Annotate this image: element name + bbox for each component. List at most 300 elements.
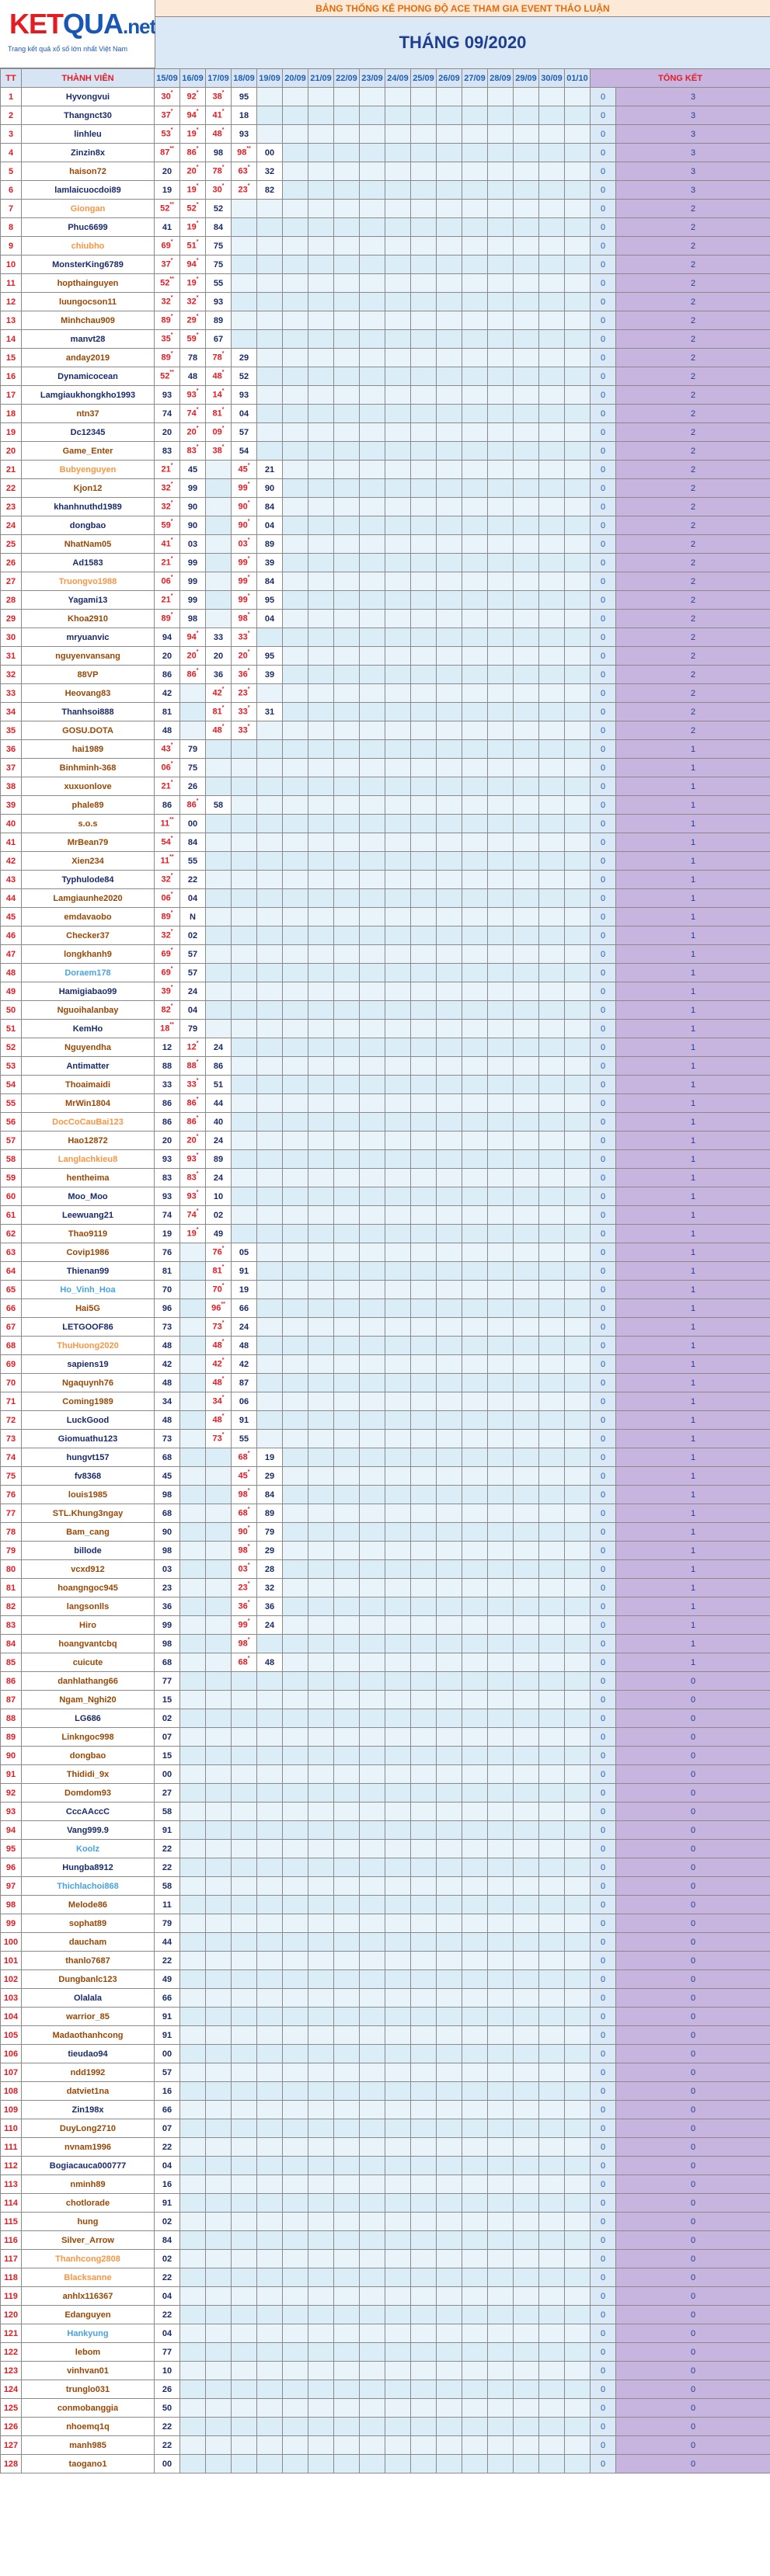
member-name[interactable]: manh985: [22, 2436, 155, 2455]
total-secondary: 0: [591, 1467, 616, 1486]
member-name[interactable]: Hamigiabao99: [22, 982, 155, 1001]
day-cell-empty: [462, 2268, 488, 2287]
day-cell-empty: [334, 2380, 360, 2399]
day-cell-empty: [232, 740, 257, 759]
member-name[interactable]: Ho_Vinh_Hoa: [22, 1281, 155, 1299]
day-cell-empty: [488, 1430, 514, 1448]
row-number: 111: [1, 2138, 22, 2157]
member-name[interactable]: Kjon12: [22, 479, 155, 498]
day-cell-empty: [488, 1672, 514, 1691]
total-count: 0: [616, 2324, 770, 2343]
day-cell-empty: [539, 1560, 565, 1579]
member-name[interactable]: vcxd912: [22, 1560, 155, 1579]
member-name[interactable]: taogano1: [22, 2455, 155, 2473]
day-cell-empty: [283, 926, 308, 945]
hit-marker: *: [247, 1451, 250, 1457]
member-name[interactable]: conmobanggia: [22, 2399, 155, 2418]
member-name[interactable]: Checker37: [22, 926, 155, 945]
member-name[interactable]: lamlaicuocdoi89: [22, 181, 155, 200]
member-name[interactable]: longkhanh9: [22, 945, 155, 964]
day-cell-empty: [514, 2436, 539, 2455]
day-cell-empty: [565, 1001, 591, 1020]
member-name[interactable]: xuxuonlove: [22, 777, 155, 796]
day-cell-empty: [283, 1467, 308, 1486]
day-cell-empty: [462, 1150, 488, 1169]
pick-number: 36: [238, 669, 248, 680]
member-name[interactable]: Hyvongvui: [22, 88, 155, 106]
member-name[interactable]: Hankyung: [22, 2324, 155, 2343]
member-name[interactable]: Antimatter: [22, 1057, 155, 1076]
pick-number: 43: [161, 744, 171, 754]
row-number: 30: [1, 628, 22, 647]
day-cell-empty: [565, 2380, 591, 2399]
member-name[interactable]: vinhvan01: [22, 2362, 155, 2380]
day-cell: [180, 1225, 206, 1243]
member-name[interactable]: DocCoCauBai123: [22, 1113, 155, 1132]
day-cell-empty: [206, 1523, 232, 1542]
member-name[interactable]: Thao9119: [22, 1225, 155, 1243]
day-cell: [155, 479, 180, 498]
pick-number: 99: [187, 576, 198, 586]
day-cell-empty: [437, 1430, 462, 1448]
table-row: [1, 88, 770, 106]
member-name[interactable]: nminh89: [22, 2175, 155, 2194]
hit-marker: *: [221, 444, 225, 450]
hit-marker: *: [196, 1208, 199, 1215]
day-cell: [257, 1523, 283, 1542]
pick-number: 54: [239, 446, 249, 456]
day-cell-empty: [565, 256, 591, 274]
day-cell-empty: [514, 106, 539, 125]
member-name[interactable]: sophat89: [22, 1914, 155, 1933]
day-cell: [206, 1262, 232, 1281]
day-cell-empty: [565, 1206, 591, 1225]
member-name[interactable]: Hai5G: [22, 1299, 155, 1318]
day-cell-empty: [539, 871, 565, 889]
day-cell-empty: [539, 1896, 565, 1914]
member-name[interactable]: Olalala: [22, 1989, 155, 2008]
day-cell-empty: [514, 349, 539, 367]
day-cell-empty: [411, 1747, 437, 1765]
member-name[interactable]: Yagami13: [22, 591, 155, 610]
day-cell-empty: [385, 1728, 411, 1747]
member-name[interactable]: haison72: [22, 162, 155, 181]
member-name[interactable]: Silver_Arrow: [22, 2231, 155, 2250]
member-name[interactable]: emdavaobo: [22, 908, 155, 926]
day-cell-empty: [257, 1206, 283, 1225]
member-name[interactable]: phale89: [22, 796, 155, 815]
pick-number: 36: [264, 1601, 275, 1611]
day-cell-empty: [462, 1579, 488, 1597]
day-cell-empty: [206, 2008, 232, 2026]
member-name[interactable]: Zin198x: [22, 2101, 155, 2119]
member-name[interactable]: CccAAccC: [22, 1803, 155, 1821]
site-logo[interactable]: [0, 0, 155, 68]
member-name[interactable]: thanlo7687: [22, 1952, 155, 1970]
day-cell-empty: [462, 1113, 488, 1132]
day-cell-empty: [283, 2063, 308, 2082]
day-cell-empty: [283, 964, 308, 982]
total-count: 2: [616, 367, 770, 386]
day-cell: [155, 2008, 180, 2026]
pick-number: 48: [212, 129, 222, 139]
day-cell: [155, 200, 180, 218]
member-name[interactable]: lebom: [22, 2343, 155, 2362]
day-cell-empty: [539, 1709, 565, 1728]
member-name[interactable]: Ngam_Nghi20: [22, 1691, 155, 1709]
row-number: 59: [1, 1169, 22, 1187]
member-name[interactable]: billode: [22, 1542, 155, 1560]
total-secondary: 0: [591, 2082, 616, 2101]
total-count: 1: [616, 1094, 770, 1113]
member-name[interactable]: MrBean79: [22, 833, 155, 852]
col-header-total: TỔNG KẾT: [591, 69, 770, 88]
day-cell-empty: [488, 2194, 514, 2213]
member-name[interactable]: hentheima: [22, 1169, 155, 1187]
day-cell-empty: [514, 945, 539, 964]
row-number: 41: [1, 833, 22, 852]
day-cell-empty: [283, 2194, 308, 2213]
day-cell-empty: [385, 1523, 411, 1542]
pick-number: 78: [212, 166, 222, 176]
day-cell: [155, 1691, 180, 1709]
row-number: 124: [1, 2380, 22, 2399]
member-name[interactable]: sapiens19: [22, 1355, 155, 1374]
member-name[interactable]: Covip1986: [22, 1243, 155, 1262]
day-cell-empty: [232, 1803, 257, 1821]
day-cell-empty: [180, 2306, 206, 2324]
day-cell-empty: [360, 1765, 385, 1784]
day-cell-empty: [514, 1169, 539, 1187]
day-cell-empty: [283, 1001, 308, 1020]
member-name[interactable]: Thanhsoi888: [22, 703, 155, 721]
hit-marker: *: [170, 127, 173, 134]
member-name[interactable]: Moo_Moo: [22, 1187, 155, 1206]
member-name[interactable]: Nguoihalanbay: [22, 1001, 155, 1020]
member-name[interactable]: Hungba8912: [22, 1858, 155, 1877]
day-cell: [257, 1616, 283, 1635]
day-cell-empty: [385, 1597, 411, 1616]
pick-number: 15: [162, 1695, 172, 1705]
day-cell-empty: [539, 2045, 565, 2063]
table-row: [1, 1486, 770, 1504]
member-name[interactable]: Koolz: [22, 1840, 155, 1858]
member-name[interactable]: nhoemq1q: [22, 2418, 155, 2436]
member-name[interactable]: 88VP: [22, 666, 155, 684]
day-cell-empty: [308, 1094, 334, 1113]
member-name[interactable]: langsonlls: [22, 1597, 155, 1616]
member-name[interactable]: Leewuang21: [22, 1206, 155, 1225]
member-name[interactable]: fv8368: [22, 1467, 155, 1486]
day-cell: [257, 1597, 283, 1616]
day-cell-empty: [488, 1560, 514, 1579]
member-name[interactable]: MrWin1804: [22, 1094, 155, 1113]
day-cell-empty: [283, 535, 308, 554]
day-cell-empty: [411, 591, 437, 610]
pick-number: 00: [162, 2459, 172, 2469]
day-cell-empty: [360, 1299, 385, 1318]
day-cell: [206, 796, 232, 815]
member-name[interactable]: Bogiacauca000777: [22, 2157, 155, 2175]
day-cell-empty: [334, 1542, 360, 1560]
member-name[interactable]: LETGOOF86: [22, 1318, 155, 1337]
day-cell-empty: [257, 1225, 283, 1243]
member-name[interactable]: louis1985: [22, 1486, 155, 1504]
member-name[interactable]: Ad1583: [22, 554, 155, 572]
table-row: [1, 2231, 770, 2250]
member-name[interactable]: Thienan99: [22, 1262, 155, 1281]
table-row: [1, 1747, 770, 1765]
member-name[interactable]: Blacksanne: [22, 2268, 155, 2287]
day-cell-empty: [206, 2362, 232, 2380]
member-name[interactable]: Xien234: [22, 852, 155, 871]
member-name[interactable]: Truongvo1988: [22, 572, 155, 591]
member-name[interactable]: anday2019: [22, 349, 155, 367]
day-cell-empty: [232, 256, 257, 274]
member-name[interactable]: DuyLong2710: [22, 2119, 155, 2138]
day-cell: [155, 1896, 180, 1914]
member-name[interactable]: Domdom93: [22, 1784, 155, 1803]
day-cell-empty: [539, 330, 565, 349]
day-cell-empty: [488, 740, 514, 759]
member-name[interactable]: GOSU.DOTA: [22, 721, 155, 740]
member-name[interactable]: Dungbanlc123: [22, 1970, 155, 1989]
day-cell-empty: [462, 1392, 488, 1411]
day-cell-empty: [488, 1076, 514, 1094]
member-name[interactable]: Edanguyen: [22, 2306, 155, 2324]
day-cell: [155, 1560, 180, 1579]
pick-number: 74: [162, 408, 172, 419]
member-name[interactable]: hoangvantcbq: [22, 1635, 155, 1653]
day-cell-empty: [539, 535, 565, 554]
day-cell-empty: [308, 1243, 334, 1262]
member-name[interactable]: Nguyendha: [22, 1038, 155, 1057]
day-cell-empty: [206, 759, 232, 777]
member-name[interactable]: Thichlachoi868: [22, 1877, 155, 1896]
day-cell-empty: [539, 1467, 565, 1486]
member-name[interactable]: luungocson11: [22, 293, 155, 311]
day-cell-empty: [257, 2306, 283, 2324]
col-header-day: 18/09: [232, 69, 257, 88]
pick-number: 04: [187, 1005, 198, 1015]
member-name[interactable]: Bam_cang: [22, 1523, 155, 1542]
member-name[interactable]: hopthainguyen: [22, 274, 155, 293]
member-name[interactable]: hai1989: [22, 740, 155, 759]
member-name[interactable]: Linkngoc998: [22, 1728, 155, 1747]
member-name[interactable]: trunglo031: [22, 2380, 155, 2399]
member-name[interactable]: tieudao94: [22, 2045, 155, 2063]
member-name[interactable]: MonsterKing6789: [22, 256, 155, 274]
member-name[interactable]: nvnam1996: [22, 2138, 155, 2157]
member-name[interactable]: hungvt157: [22, 1448, 155, 1467]
pick-number: 02: [162, 1713, 172, 1723]
member-name[interactable]: s.o.s: [22, 815, 155, 833]
total-secondary: 0: [591, 2063, 616, 2082]
member-name[interactable]: LG686: [22, 1709, 155, 1728]
day-cell-empty: [565, 535, 591, 554]
member-name[interactable]: Hao12872: [22, 1132, 155, 1150]
day-cell-empty: [539, 2250, 565, 2268]
hit-marker: *: [221, 1283, 225, 1289]
day-cell: [232, 162, 257, 181]
day-cell-empty: [514, 684, 539, 703]
day-cell-empty: [180, 1653, 206, 1672]
member-name[interactable]: LuckGood: [22, 1411, 155, 1430]
member-name[interactable]: Lamgiaunhe2020: [22, 889, 155, 908]
member-name[interactable]: Ngaquynh76: [22, 1374, 155, 1392]
day-cell: [206, 1299, 232, 1318]
total-secondary: 0: [591, 2343, 616, 2362]
day-cell-empty: [334, 1728, 360, 1747]
member-name[interactable]: dongbao: [22, 516, 155, 535]
member-name[interactable]: Thangnct30: [22, 106, 155, 125]
day-cell-empty: [180, 1281, 206, 1299]
member-name[interactable]: Dc12345: [22, 423, 155, 442]
hit-marker: *: [170, 612, 173, 618]
member-name[interactable]: manvt28: [22, 330, 155, 349]
member-name[interactable]: ntn37: [22, 405, 155, 423]
member-name[interactable]: danhlathang66: [22, 1672, 155, 1691]
member-name[interactable]: Binhminh-368: [22, 759, 155, 777]
row-number: 62: [1, 1225, 22, 1243]
day-cell-empty: [437, 274, 462, 293]
member-name[interactable]: Minhchau909: [22, 311, 155, 330]
member-name[interactable]: Lamgiaukhongkho1993: [22, 386, 155, 405]
day-cell-empty: [283, 1728, 308, 1747]
member-name[interactable]: Game_Enter: [22, 442, 155, 461]
table-row: [1, 1896, 770, 1914]
member-name[interactable]: Doraem178: [22, 964, 155, 982]
member-name[interactable]: Langlachkieu8: [22, 1150, 155, 1169]
day-cell-empty: [180, 1299, 206, 1318]
day-cell: [232, 516, 257, 535]
table-row: [1, 2268, 770, 2287]
day-cell-empty: [206, 1858, 232, 1877]
day-cell-empty: [437, 200, 462, 218]
day-cell-empty: [360, 1542, 385, 1560]
member-name[interactable]: Melode86: [22, 1896, 155, 1914]
day-cell-empty: [462, 1187, 488, 1206]
day-cell-empty: [462, 871, 488, 889]
member-name[interactable]: hung: [22, 2213, 155, 2231]
member-name[interactable]: dongbao: [22, 1747, 155, 1765]
day-cell-empty: [257, 1374, 283, 1392]
total-secondary: 0: [591, 1989, 616, 2008]
member-name[interactable]: Giomuathu123: [22, 1430, 155, 1448]
member-name[interactable]: mryuanvic: [22, 628, 155, 647]
member-name[interactable]: cuicute: [22, 1653, 155, 1672]
day-cell-empty: [411, 1877, 437, 1896]
day-cell-empty: [360, 293, 385, 311]
total-count: 0: [616, 2231, 770, 2250]
pick-number: 75: [213, 259, 224, 269]
member-name[interactable]: nguyenvansang: [22, 647, 155, 666]
hit-marker: *: [170, 742, 173, 749]
day-cell-empty: [539, 386, 565, 405]
table-row: [1, 1542, 770, 1560]
hit-marker: *: [247, 612, 250, 618]
member-name[interactable]: chiubho: [22, 237, 155, 256]
pick-number: 89: [264, 1508, 275, 1518]
member-name[interactable]: Coming1989: [22, 1392, 155, 1411]
day-cell-empty: [334, 1355, 360, 1374]
member-name[interactable]: hoangngoc945: [22, 1579, 155, 1597]
member-name[interactable]: ndd1992: [22, 2063, 155, 2082]
member-name[interactable]: Madaothanhcong: [22, 2026, 155, 2045]
member-name[interactable]: Giongan: [22, 200, 155, 218]
day-cell-empty: [308, 88, 334, 106]
pick-number: 32: [161, 297, 171, 307]
member-name[interactable]: Thididi_9x: [22, 1765, 155, 1784]
member-name[interactable]: chotlorade: [22, 2194, 155, 2213]
member-name[interactable]: daucham: [22, 1933, 155, 1952]
member-name[interactable]: ThuHuong2020: [22, 1337, 155, 1355]
member-name[interactable]: Heovang83: [22, 684, 155, 703]
total-count: 1: [616, 1076, 770, 1094]
member-name[interactable]: khanhnuthd1989: [22, 498, 155, 516]
day-cell-empty: [488, 2287, 514, 2306]
member-name[interactable]: Hiro: [22, 1616, 155, 1635]
day-cell: [155, 1262, 180, 1281]
day-cell: [257, 144, 283, 162]
member-name[interactable]: Bubyenguyen: [22, 461, 155, 479]
member-name[interactable]: Typhulode84: [22, 871, 155, 889]
day-cell-empty: [488, 721, 514, 740]
member-name[interactable]: STL.Khung3ngay: [22, 1504, 155, 1523]
member-name[interactable]: NhatNam05: [22, 535, 155, 554]
pick-number: 33: [238, 632, 248, 642]
hit-marker: *: [170, 314, 173, 320]
day-cell-empty: [462, 908, 488, 926]
pick-number: 93: [186, 1191, 197, 1201]
day-cell-empty: [180, 1709, 206, 1728]
day-cell-empty: [437, 572, 462, 591]
day-cell-empty: [206, 2082, 232, 2101]
member-name[interactable]: Dynamicocean: [22, 367, 155, 386]
day-cell: [257, 554, 283, 572]
pick-number: 45: [238, 1471, 248, 1481]
day-cell-empty: [488, 2119, 514, 2138]
col-header-day: 17/09: [206, 69, 232, 88]
member-name[interactable]: warrior_85: [22, 2008, 155, 2026]
member-name[interactable]: Thanhcong2808: [22, 2250, 155, 2268]
member-name[interactable]: linhleu: [22, 125, 155, 144]
member-name[interactable]: Vang999.9: [22, 1821, 155, 1840]
day-cell-empty: [565, 386, 591, 405]
member-name[interactable]: KemHo: [22, 1020, 155, 1038]
day-cell-empty: [462, 1355, 488, 1374]
total-count: 0: [616, 1858, 770, 1877]
member-name[interactable]: Thoaimaidi: [22, 1076, 155, 1094]
day-cell: [155, 2138, 180, 2157]
pick-number: 10: [162, 2366, 172, 2376]
member-name[interactable]: Phuc6699: [22, 218, 155, 237]
table-row: [1, 964, 770, 982]
day-cell-empty: [180, 2026, 206, 2045]
total-count: 2: [616, 591, 770, 610]
member-name[interactable]: datviet1na: [22, 2082, 155, 2101]
day-cell-empty: [488, 2418, 514, 2436]
day-cell-empty: [437, 1169, 462, 1187]
member-name[interactable]: Khoa2910: [22, 610, 155, 628]
day-cell-empty: [488, 162, 514, 181]
member-name[interactable]: anhlx116367: [22, 2287, 155, 2306]
row-number: 85: [1, 1653, 22, 1672]
hit-marker: *: [196, 90, 199, 96]
member-name[interactable]: Zinzin8x: [22, 144, 155, 162]
day-cell-empty: [308, 1057, 334, 1076]
day-cell-empty: [539, 2026, 565, 2045]
